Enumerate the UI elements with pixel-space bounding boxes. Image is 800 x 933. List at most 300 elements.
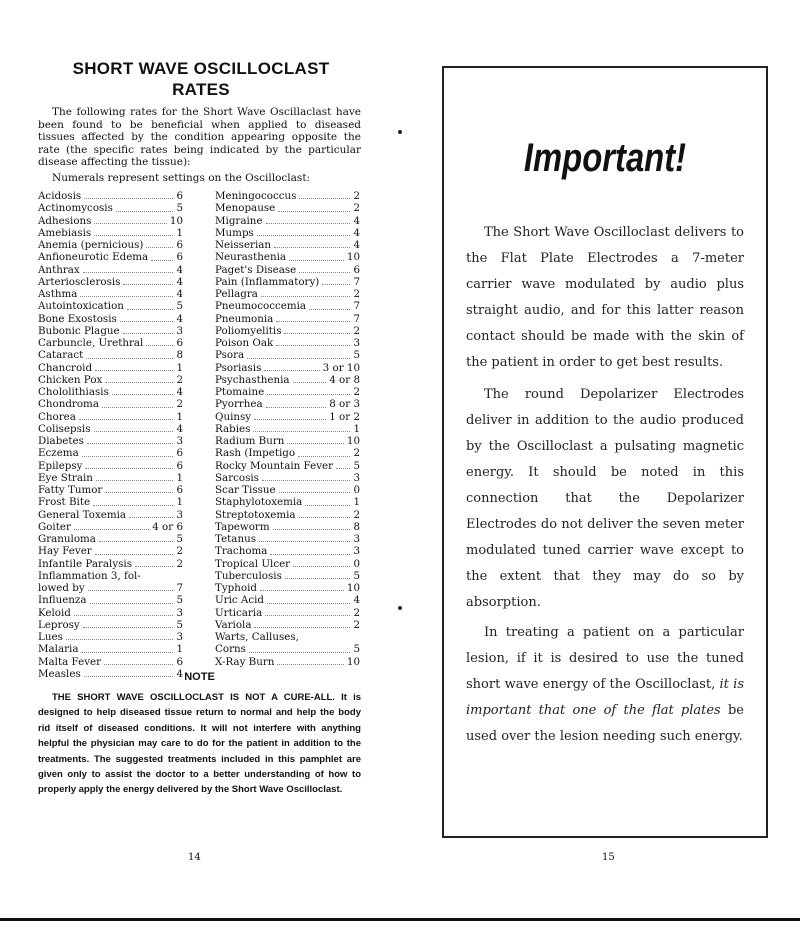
- rate-value: 5: [353, 643, 360, 656]
- condition-name: Quinsy: [215, 410, 252, 423]
- condition-name: Neurasthenia: [215, 251, 287, 264]
- leader-dots: [105, 374, 173, 383]
- rate-row: [38, 472, 183, 484]
- rate-value: 7: [353, 312, 360, 325]
- rate-value: 1: [176, 471, 183, 484]
- leader-dots: [278, 202, 350, 211]
- rate-row: [215, 276, 360, 288]
- rate-value: 1: [176, 643, 183, 656]
- rate-value: 0: [353, 484, 360, 496]
- leader-dots: [266, 398, 327, 407]
- condition-name: Variola: [215, 618, 252, 631]
- rate-row: [215, 215, 360, 227]
- condition-name: Radium Burn: [215, 435, 285, 447]
- condition-name: Epilepsy: [38, 459, 83, 472]
- rate-row: [215, 607, 360, 619]
- rate-row: [215, 325, 360, 337]
- important-paragraph-2: The round Depolarizer Electrodes deliver in addition to the audio produced by the Oscilloclast a pulsating magnetic energy. It should be noted in this connection that the Depolarizer Electrodes do not deliver the seven meter modulated tuned carrier wave except to the extent that they may do so by absorption.: [466, 387, 744, 610]
- leader-dots: [99, 533, 173, 542]
- leader-dots: [253, 423, 350, 432]
- rate-value: 2: [353, 386, 360, 398]
- rate-value: 1: [353, 496, 360, 509]
- right-page: [400, 0, 800, 933]
- rate-row: [38, 533, 183, 545]
- rate-value: 1: [176, 410, 183, 423]
- condition-name: Ptomaine: [215, 386, 265, 398]
- leader-dots: [254, 411, 326, 420]
- rate-row: [215, 423, 360, 435]
- rate-row: [215, 337, 360, 349]
- condition-name: Migraine: [215, 214, 263, 227]
- rate-value: 5: [353, 349, 360, 362]
- condition-name: Cataract: [38, 349, 84, 362]
- para3-end: be used over the lesion needing such energy.: [466, 703, 744, 744]
- rate-row: [215, 398, 360, 410]
- rate-value: 2: [176, 557, 183, 570]
- rate-row: [215, 447, 360, 459]
- rate-row: [215, 411, 360, 423]
- rate-row: [38, 325, 183, 337]
- leader-dots: [267, 386, 350, 395]
- condition-name: Chancroid: [38, 361, 93, 374]
- rate-row: [215, 239, 360, 251]
- leader-dots: [276, 337, 350, 346]
- leader-dots: [123, 276, 173, 285]
- rate-value: 4: [176, 667, 183, 680]
- leader-dots: [85, 460, 173, 469]
- rate-value: 1 or 2: [329, 410, 360, 423]
- rate-value: 8: [353, 520, 360, 533]
- condition-name: Anfioneurotic Edema: [38, 251, 149, 264]
- rate-value: 8 or 3: [329, 398, 360, 411]
- rate-value: 1: [176, 226, 183, 239]
- rate-value: 4: [353, 594, 360, 607]
- rate-value: 2: [176, 398, 183, 411]
- note-heading: NOTE: [184, 671, 215, 683]
- rate-value: 3 or 10: [322, 361, 360, 374]
- leader-dots: [123, 325, 174, 334]
- rates-column-b: [215, 190, 360, 668]
- rate-value: 5: [176, 300, 183, 313]
- leader-dots: [289, 251, 344, 260]
- rate-row: [38, 398, 183, 410]
- rate-row: [38, 435, 183, 447]
- rate-value: 10: [346, 251, 360, 264]
- rate-value: 4: [176, 288, 183, 300]
- leader-dots: [151, 251, 173, 260]
- intro-paragraph: The following rates for the Short Wave Oscillaclast have been found to be beneficial when applied to diseased tissues affected by the condition appearing opposite the rate (the specific rates being indicated by the particular disease affecting the tissue):: [38, 106, 361, 168]
- rate-value: 6: [176, 447, 183, 460]
- condition-name: Anemia (pernicious): [38, 239, 144, 251]
- rate-row: [38, 337, 183, 349]
- rate-value: 4 or 6: [152, 520, 183, 533]
- rate-value: 4: [176, 422, 183, 435]
- rate-row: [215, 619, 360, 631]
- rate-row: [38, 509, 183, 521]
- rate-value: 6: [176, 337, 183, 349]
- rate-row: [38, 374, 183, 386]
- condition-name: Malta Fever: [38, 655, 102, 668]
- rate-row: [215, 656, 360, 668]
- condition-name: Psychasthenia: [215, 373, 290, 386]
- rate-value: 6: [176, 251, 183, 264]
- rate-row: [215, 558, 360, 570]
- condition-name: Bone Exostosis: [38, 312, 117, 325]
- condition-name: Lues: [38, 631, 63, 643]
- rate-row: [38, 570, 183, 582]
- rate-row: [38, 496, 183, 508]
- condition-name: Amebiasis: [38, 226, 92, 239]
- leader-dots: [129, 509, 173, 518]
- rate-row: [38, 386, 183, 398]
- leader-dots: [120, 313, 174, 322]
- rate-value: 3: [176, 435, 183, 447]
- condition-name: Malaria: [38, 643, 79, 656]
- condition-name: Tropical Ulcer: [215, 557, 291, 570]
- rate-row: [215, 631, 360, 643]
- condition-name: Inflammation 3, fol-: [38, 569, 141, 582]
- rate-row: [215, 251, 360, 263]
- rate-value: 8: [176, 349, 183, 362]
- condition-name: Arteriosclerosis: [38, 275, 121, 288]
- rate-value: 7: [353, 300, 360, 313]
- condition-name: Influenza: [38, 594, 87, 607]
- rate-row: [215, 496, 360, 508]
- rate-row: [215, 472, 360, 484]
- leader-dots: [298, 447, 350, 456]
- rate-row: [38, 460, 183, 472]
- leader-dots: [254, 619, 350, 628]
- rate-value: 4: [176, 263, 183, 276]
- leader-dots: [86, 349, 173, 358]
- condition-name: Urticaria: [215, 606, 263, 619]
- rate-value: 2: [176, 373, 183, 386]
- condition-name: Poison Oak: [215, 337, 274, 349]
- condition-name: Streptotoxemia: [215, 508, 296, 521]
- rate-value: 5: [353, 569, 360, 582]
- condition-name: Pain (Inflammatory): [215, 275, 320, 288]
- rate-value: 2: [353, 606, 360, 619]
- leader-dots: [273, 521, 351, 530]
- rate-row: [38, 190, 183, 202]
- leader-dots: [264, 362, 319, 371]
- leader-dots: [83, 264, 174, 273]
- rate-row: [215, 521, 360, 533]
- rate-row: [38, 631, 183, 643]
- rate-value: 7: [176, 582, 183, 594]
- rate-value: 1: [176, 496, 183, 509]
- leader-dots: [74, 521, 149, 530]
- rate-value: 5: [176, 618, 183, 631]
- leader-dots: [293, 558, 350, 567]
- rate-row: [215, 484, 360, 496]
- rate-value: 2: [353, 202, 360, 215]
- rate-row: [215, 533, 360, 545]
- rate-value: 3: [176, 508, 183, 521]
- condition-name: Bubonic Plague: [38, 324, 120, 337]
- important-box: [442, 66, 768, 838]
- condition-name: Fatty Tumor: [38, 484, 103, 496]
- rate-row: [38, 447, 183, 459]
- leader-dots: [146, 239, 173, 248]
- leader-dots: [247, 349, 350, 358]
- leader-dots: [95, 362, 173, 371]
- rate-row: [38, 251, 183, 263]
- leader-dots: [270, 545, 350, 554]
- rate-value: 3: [176, 324, 183, 337]
- leader-dots: [79, 411, 174, 420]
- rate-value: 2: [353, 508, 360, 521]
- important-heading: Important!: [523, 136, 687, 180]
- rate-value: 4 or 8: [329, 373, 360, 386]
- rate-row: [215, 288, 360, 300]
- rate-value: 3: [353, 533, 360, 545]
- rate-value: 1: [353, 422, 360, 435]
- leader-dots: [261, 288, 351, 297]
- condition-name: lowed by: [38, 582, 85, 594]
- leader-dots: [96, 472, 174, 481]
- leader-dots: [90, 594, 174, 603]
- leader-dots: [336, 460, 350, 469]
- leader-dots: [93, 496, 173, 505]
- rate-value: 5: [176, 202, 183, 215]
- rate-value: 6: [176, 655, 183, 668]
- rate-row: [38, 521, 183, 533]
- note-paragraph: THE SHORT WAVE OSCILLOCLAST IS NOT A CURE-ALL. It is designed to help diseased tissue return to normal and help the body rid itself of diseased conditions. It will not interfere with anything helpful the physician may care to do for the patient in addition to the treatments. The suggested treatments included in this pamphlet are given only to assist the doctor to a better understanding of how to properly apply the energy delivered by the Short Wave Oscilloclast.: [38, 692, 361, 796]
- leader-dots: [299, 264, 350, 273]
- condition-name: Adhesions: [38, 214, 92, 227]
- rate-value: 4: [176, 386, 183, 398]
- leader-dots: [259, 533, 350, 542]
- condition-name: Acidosis: [38, 190, 82, 202]
- leader-dots: [66, 631, 174, 640]
- rate-value: 6: [176, 239, 183, 251]
- rate-row: [38, 484, 183, 496]
- rates-title: [36, 58, 366, 100]
- condition-name: Pellagra: [215, 288, 258, 300]
- rate-value: 2: [353, 447, 360, 460]
- important-paragraph-3: [466, 620, 744, 750]
- leader-dots: [94, 215, 166, 224]
- rate-row: [38, 607, 183, 619]
- rate-row: [38, 423, 183, 435]
- condition-name: Chicken Pox: [38, 373, 103, 386]
- rate-row: [38, 349, 183, 361]
- leader-dots: [81, 643, 173, 652]
- page-number-right: 15: [602, 852, 615, 863]
- leader-dots: [284, 325, 350, 334]
- condition-name: Eczema: [38, 447, 79, 460]
- rate-row: [215, 264, 360, 276]
- leader-dots: [267, 594, 350, 603]
- rate-row: [38, 411, 183, 423]
- condition-name: Meningococcus: [215, 190, 297, 202]
- rate-row: [38, 594, 183, 606]
- condition-name: Staphylotoxemia: [215, 496, 303, 509]
- condition-name: Autointoxication: [38, 300, 124, 313]
- leader-dots: [83, 619, 174, 628]
- condition-name: Neisserian: [215, 239, 272, 251]
- rate-value: 3: [353, 337, 360, 349]
- rate-value: 0: [353, 557, 360, 570]
- condition-name: Actinomycosis: [38, 202, 113, 215]
- title-line-1: SHORT WAVE OSCILLOCLAST: [72, 59, 330, 78]
- condition-name: Carbuncle, Urethral: [38, 337, 144, 349]
- rate-value: 4: [176, 312, 183, 325]
- leader-dots: [127, 300, 174, 309]
- rate-row: [38, 202, 183, 214]
- rate-value: 6: [353, 263, 360, 276]
- condition-name: Goiter: [38, 520, 71, 533]
- condition-name: Pneumococcemia: [215, 300, 307, 313]
- condition-name: Asthma: [38, 288, 78, 300]
- rate-row: [38, 227, 183, 239]
- leader-dots: [257, 227, 351, 236]
- condition-name: X-Ray Burn: [215, 655, 275, 668]
- condition-name: Chololithiasis: [38, 386, 109, 398]
- rate-value: 4: [353, 226, 360, 239]
- condition-name: Anthrax: [38, 263, 80, 276]
- rate-value: 2: [353, 618, 360, 631]
- rate-row: [215, 202, 360, 214]
- condition-name: Rabies: [215, 422, 251, 435]
- condition-name: Rocky Mountain Fever: [215, 459, 334, 472]
- rate-row: [38, 215, 183, 227]
- rate-row: [38, 264, 183, 276]
- condition-name: Measles: [38, 667, 81, 680]
- rate-value: 5: [176, 594, 183, 607]
- para3-start: In treating a patient on a particular lesion, if it is desired to use the tuned short wave energy of the Oscilloclast,: [466, 625, 744, 692]
- leader-dots: [80, 288, 173, 297]
- para3-italic: it is important that one of the flat plates: [466, 677, 744, 718]
- rate-row: [215, 386, 360, 398]
- rate-row: [215, 190, 360, 202]
- condition-name: Uric Acid: [215, 594, 265, 607]
- leader-dots: [309, 300, 350, 309]
- rate-row: [215, 509, 360, 521]
- condition-name: Typhoid: [215, 582, 257, 594]
- condition-name: Rash (Impetigo: [215, 447, 296, 460]
- rate-value: 5: [176, 533, 183, 545]
- leader-dots: [266, 215, 351, 224]
- rate-value: 6: [176, 190, 183, 202]
- condition-name: Chorea: [38, 410, 76, 423]
- rate-row: [215, 643, 360, 655]
- rate-value: 10: [346, 655, 360, 668]
- rate-value: 7: [353, 275, 360, 288]
- condition-name: Tetanus: [215, 533, 256, 545]
- condition-name: Leprosy: [38, 618, 80, 631]
- leader-dots: [146, 337, 173, 346]
- rate-row: [215, 374, 360, 386]
- rate-row: [38, 313, 183, 325]
- rate-row: [215, 460, 360, 472]
- leader-dots: [262, 472, 350, 481]
- leader-dots: [287, 435, 343, 444]
- condition-name: Pyorrhea: [215, 398, 263, 411]
- leader-dots: [102, 398, 173, 407]
- rate-row: [215, 362, 360, 374]
- condition-name: Pneumonia: [215, 312, 274, 325]
- leader-dots: [112, 386, 174, 395]
- rate-value: 10: [346, 435, 360, 447]
- condition-name: Chondroma: [38, 398, 99, 411]
- rate-value: 2: [353, 288, 360, 300]
- leader-dots: [293, 374, 327, 383]
- title-line-2: RATES: [172, 80, 230, 99]
- rate-value: 4: [353, 239, 360, 251]
- leader-dots: [299, 509, 351, 518]
- leader-dots: [74, 607, 174, 616]
- rate-value: 2: [353, 324, 360, 337]
- rate-value: 3: [353, 545, 360, 558]
- condition-name: Psoriasis: [215, 361, 262, 374]
- leader-dots: [276, 313, 350, 322]
- numerals-note: Numerals represent settings on the Oscilloclast:: [52, 172, 311, 184]
- rate-value: 6: [176, 459, 183, 472]
- rate-row: [38, 276, 183, 288]
- rate-value: 1: [176, 361, 183, 374]
- page-number-left: 14: [188, 852, 201, 863]
- condition-name: Poliomyelitis: [215, 324, 282, 337]
- rate-row: [215, 582, 360, 594]
- leader-dots: [88, 582, 174, 591]
- rate-row: [38, 239, 183, 251]
- leader-dots: [135, 558, 173, 567]
- leader-dots: [94, 227, 173, 236]
- condition-name: Hay Fever: [38, 545, 92, 558]
- rate-row: [215, 570, 360, 582]
- important-paragraph-1: The Short Wave Oscilloclast delivers to the Flat Plate Electrodes a 7-meter carrier wave modulated by audio plus straight audio, and for this latter reason contact should be made with the skin of the patient in order to get best results.: [466, 225, 744, 370]
- rate-row: [215, 594, 360, 606]
- condition-name: Tuberculosis: [215, 569, 282, 582]
- condition-name: Scar Tissue: [215, 484, 276, 496]
- leader-dots: [87, 435, 174, 444]
- leader-dots: [322, 276, 350, 285]
- rate-row: [38, 558, 183, 570]
- leader-dots: [84, 190, 173, 199]
- condition-name: Diabetes: [38, 435, 84, 447]
- condition-name: Colisepsis: [38, 422, 91, 435]
- rate-row: [38, 300, 183, 312]
- condition-name: Infantile Paralysis: [38, 557, 133, 570]
- condition-name: Menopause: [215, 202, 276, 215]
- leader-dots: [277, 656, 343, 665]
- rate-row: [215, 313, 360, 325]
- rate-value: 4: [353, 214, 360, 227]
- rate-value: 3: [176, 631, 183, 643]
- rate-row: [215, 545, 360, 557]
- leader-dots: [285, 570, 351, 579]
- leader-dots: [305, 496, 350, 505]
- rate-value: 10: [169, 214, 183, 227]
- binding-mark: [398, 606, 402, 610]
- rate-value: 4: [176, 275, 183, 288]
- leader-dots: [116, 202, 174, 211]
- condition-name: Granuloma: [38, 533, 96, 545]
- rate-row: [38, 545, 183, 557]
- leader-dots: [82, 447, 174, 456]
- binding-mark: [398, 130, 402, 134]
- rate-row: [38, 288, 183, 300]
- condition-name: Mumps: [215, 226, 254, 239]
- condition-name: Psora: [215, 349, 245, 362]
- rate-value: 2: [353, 190, 360, 202]
- condition-name: Paget's Disease: [215, 263, 297, 276]
- leader-dots: [260, 582, 344, 591]
- leader-dots: [95, 545, 174, 554]
- rate-row: [38, 619, 183, 631]
